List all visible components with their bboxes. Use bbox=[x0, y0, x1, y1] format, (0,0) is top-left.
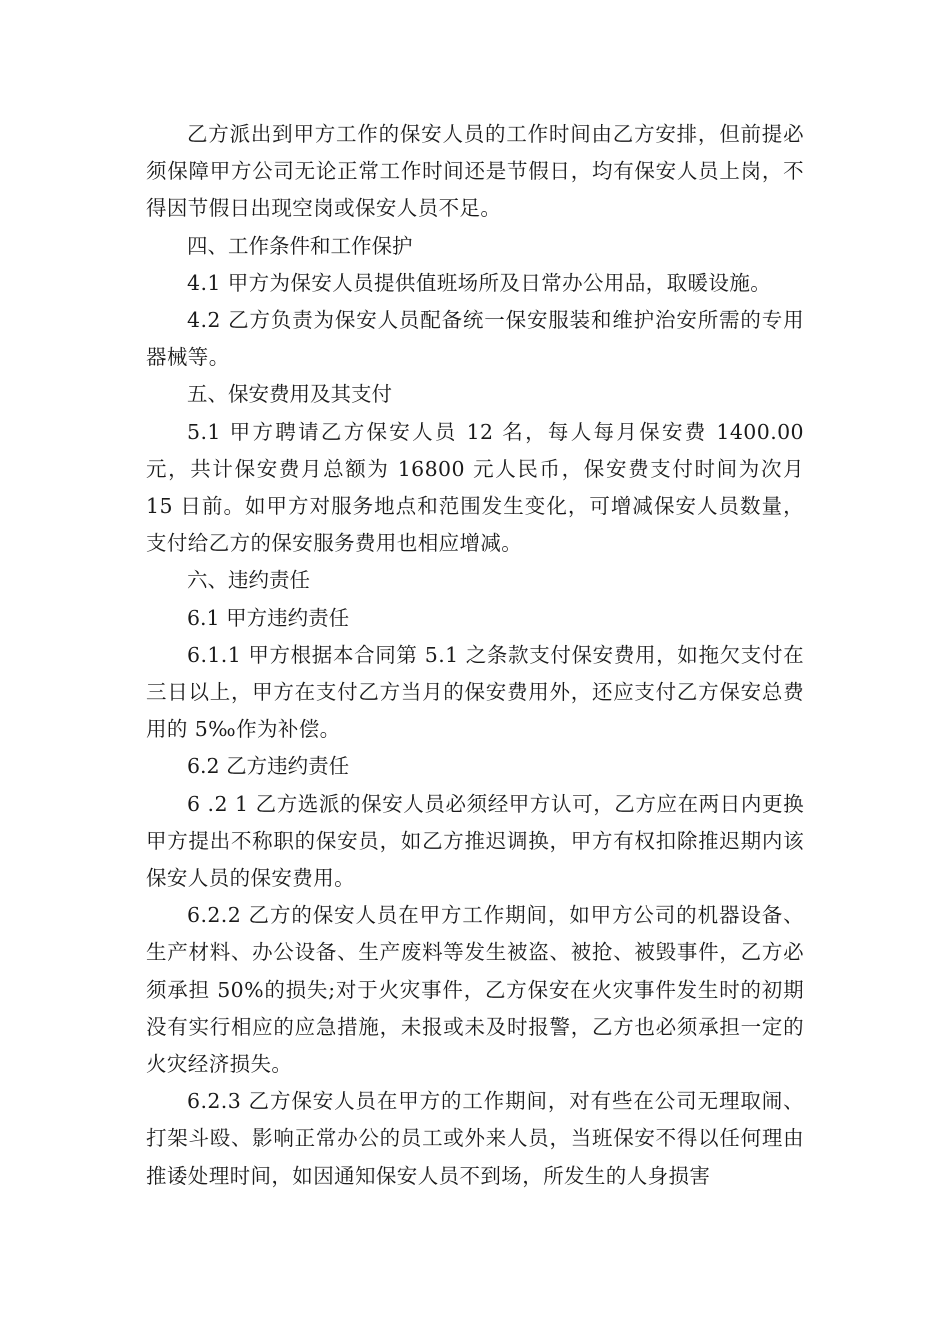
document-page bbox=[146, 116, 804, 1195]
clause-6-2-3: 6.2.3 乙方保安人员在甲方的工作期间，对有些在公司无理取闹、打架斗殴、影响正常办公的员工或外来人员，当班保安不得以任何理由推诿处理时间，如因通知保安人员不到场，所发生的人身损害 bbox=[146, 1089, 804, 1188]
clause-6-2-heading: 6.2 乙方违约责任 bbox=[187, 754, 350, 779]
clause-6-1-1: 6.1.1 甲方根据本合同第 5.1 之条款支付保安费用，如拖欠支付在三日以上，甲方在支付乙方当月的保安费用外，还应支付乙方保安总费用的 5‰作为补偿。 bbox=[146, 642, 804, 742]
clause-6-2-1: 6 .2 1 乙方选派的保安人员必须经甲方认可，乙方应在两日内更换甲方提出不称职的保安员，如乙方推迟调换，甲方有权扣除推迟期内该保安人员的保安费用。 bbox=[146, 791, 804, 891]
clause-5-1: 5.1 甲方聘请乙方保安人员 12 名，每人每月保安费 1400.00 元，共计保安费月总额为 16800 元人民币，保安费支付时间为次月 15 日前。如甲方对服务地点和范围发生变化，可增减保安人员数量，支付给乙方的保安服务费用也相应增减。 bbox=[146, 419, 804, 556]
section-heading-5: 五、保安费用及其支付 bbox=[187, 382, 392, 407]
section-heading-6: 六、违约责任 bbox=[187, 568, 310, 593]
clause-6-2-2: 6.2.2 乙方的保安人员在甲方工作期间，如甲方公司的机器设备、生产材料、办公设备、生产废料等发生被盗、被抢、被毁事件，乙方必须承担 50%的损失;对于火灾事件，乙方保安在火灾事件发生时的初期没有实行相应的应急措施，未报或未及时报警，乙方也必须承担一定的火灾经济损失。 bbox=[146, 903, 804, 1077]
section-heading-4: 四、工作条件和工作保护 bbox=[187, 233, 413, 258]
paragraph-work-schedule: 乙方派出到甲方工作的保安人员的工作时间由乙方安排，但前提必须保障甲方公司无论正常工作时间还是节假日，均有保安人员上岗，不得因节假日出现空岗或保安人员不足。 bbox=[146, 122, 804, 221]
clause-4-2: 4.2 乙方负责为保安人员配备统一保安服装和维护治安所需的专用器械等。 bbox=[146, 308, 804, 370]
clause-6-1-heading: 6.1 甲方违约责任 bbox=[187, 605, 350, 630]
clause-4-1: 4.1 甲方为保安人员提供值班场所及日常办公用品，取暖设施。 bbox=[187, 270, 772, 295]
